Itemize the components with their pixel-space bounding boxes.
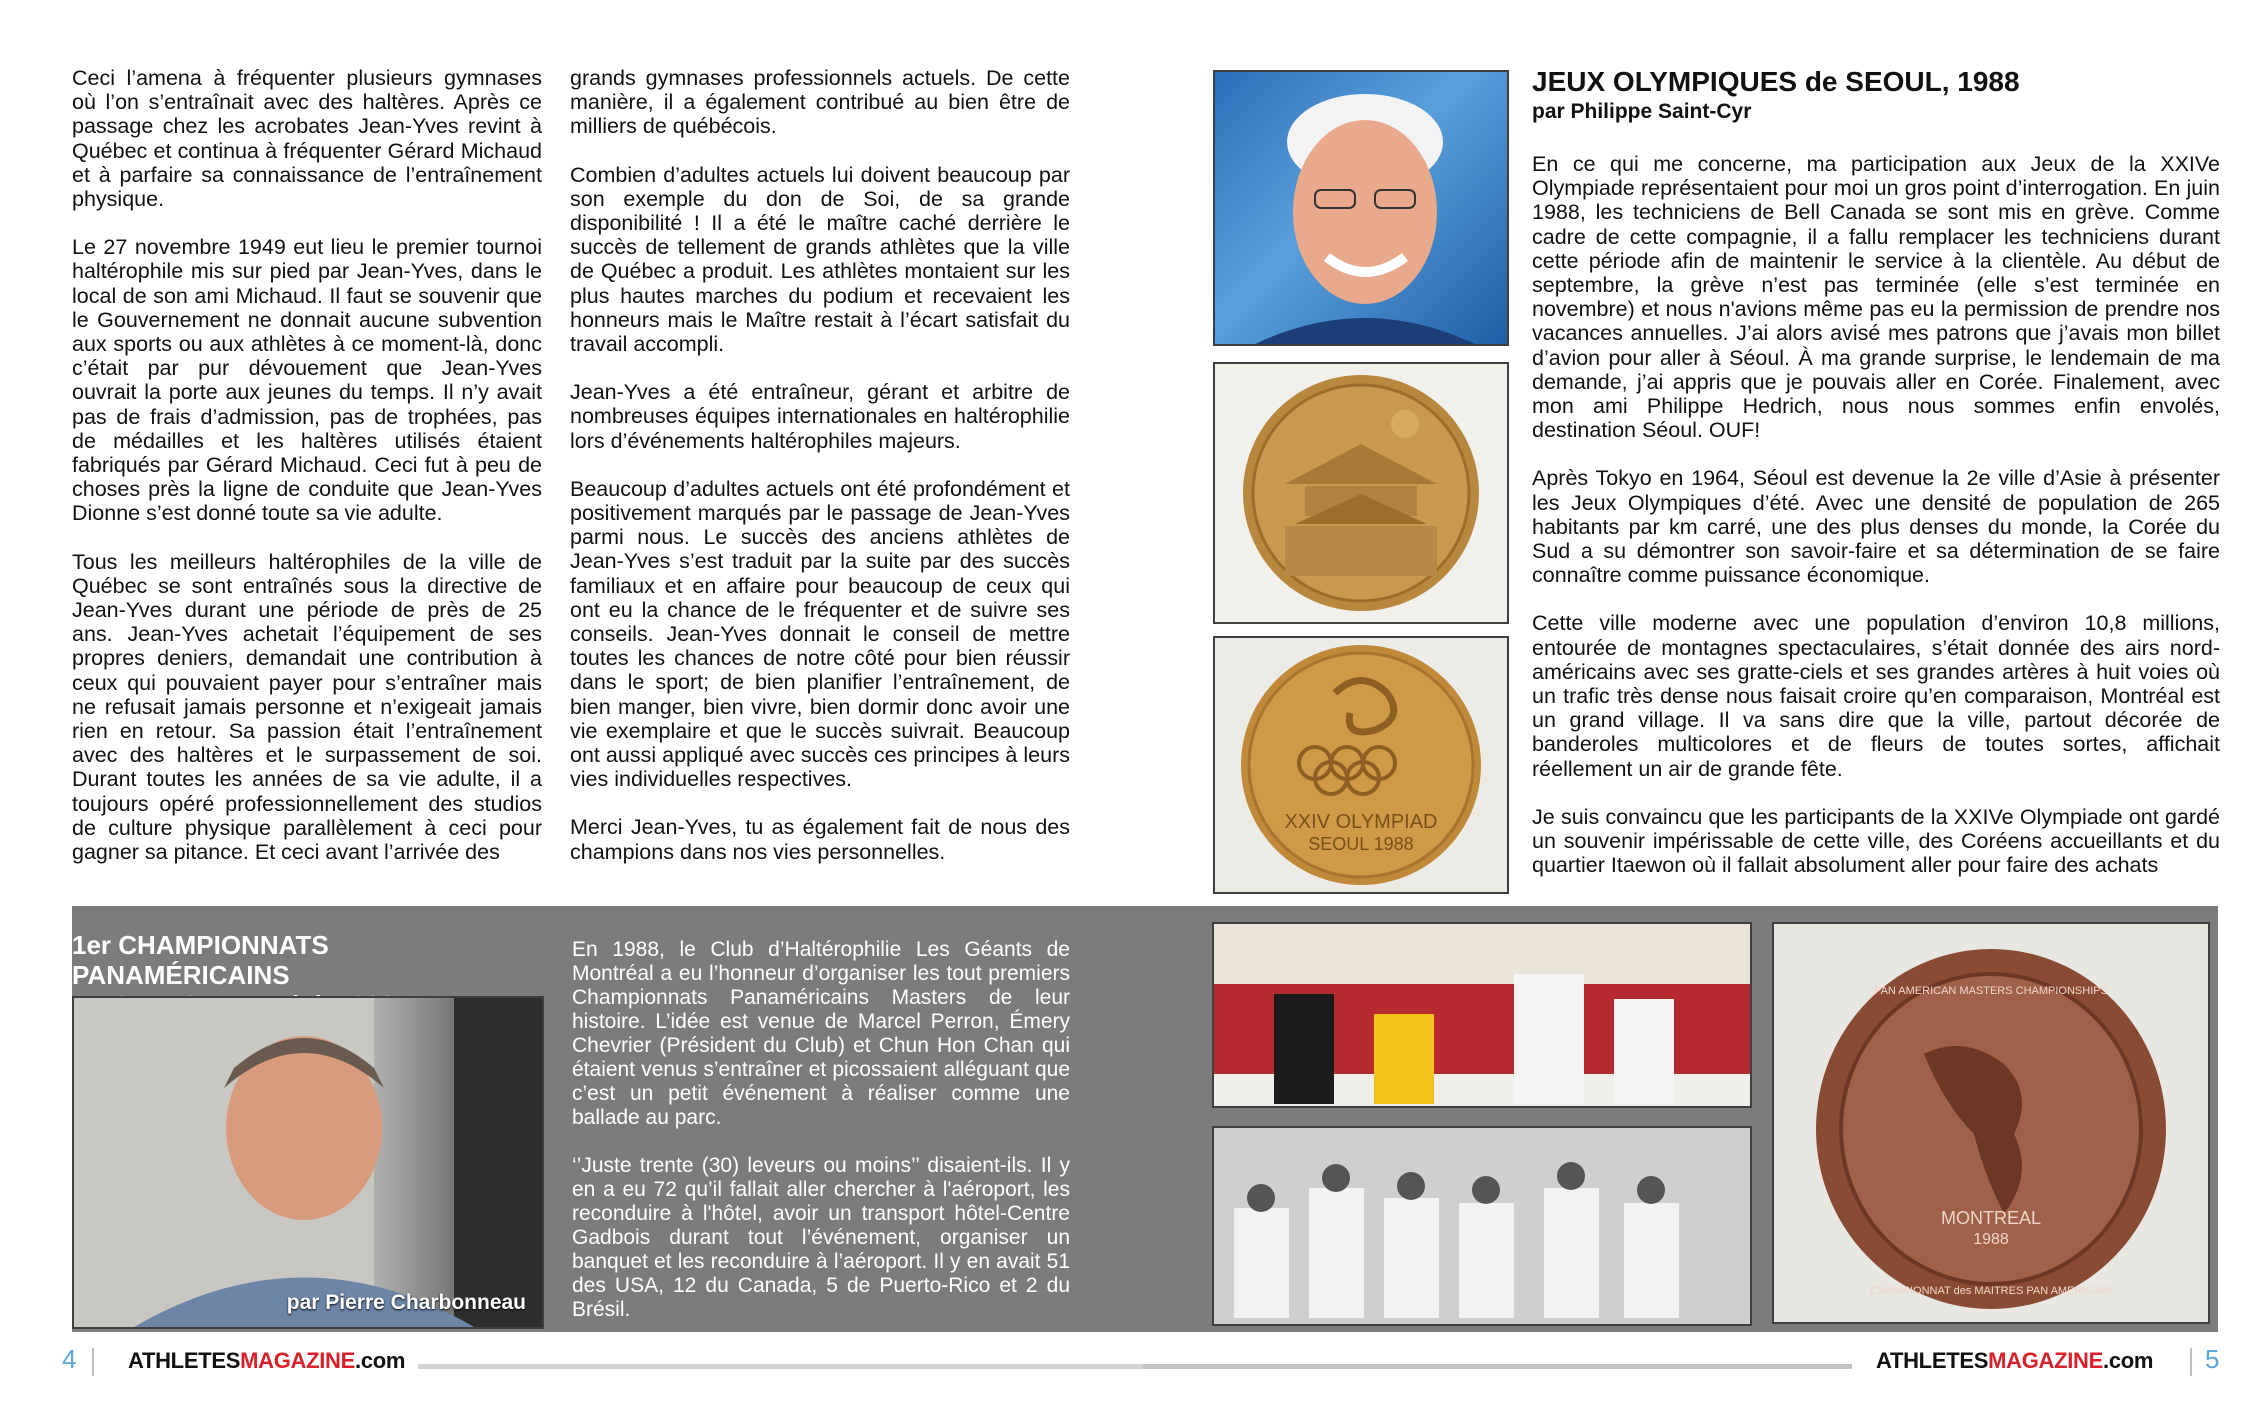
paragraph: Après Tokyo en 1964, Séoul est devenue la 2e ville d’Asie à présenter les Jeux Olympiques d’été. Avec une densité de population de 265 habitants par km carré, une des plus denses du monde, la Corée du Sud a su démontrer son savoir-faire et sa détermination de se faire connaître comme puissance économique. — [1532, 466, 2220, 588]
paragraph: Combien d’adultes actuels lui doivent beaucoup par son exemple du don de Soi, de sa grande disponibilité ! Il a été le maître caché derrière le succès de tellement de grands athlètes que la ville de Québec a produit. Les athlètes montaient sur les plus hautes marches du podium et recevaient les honneurs mais le Maître restait à l’écart satisfait du travail accompli. — [570, 162, 1070, 357]
photo-smiling-man — [1213, 70, 1509, 346]
medal-illustration — [1774, 924, 2208, 1322]
seoul-article — [1532, 66, 2220, 901]
photo-panamerican-medal — [1772, 922, 2210, 1324]
photo-medal-pagoda — [1213, 362, 1509, 624]
footer-rule — [1142, 1364, 1852, 1369]
logo-part: MAGAZINE — [240, 1348, 356, 1373]
group-illustration — [1214, 1128, 1750, 1324]
magazine-logo-left[interactable] — [128, 1348, 405, 1374]
article-column-2 — [570, 66, 1070, 888]
photo-pierre-charbonneau — [72, 996, 544, 1329]
paragraph: En ce qui me concerne, ma participation aux Jeux de la XXIVe Olympiade représentaient pour moi un gros point d’interrogation. En juin 1988, les techniciens de Bell Canada se sont mis en grève. Comme cadre de cette compagnie, il a fallu remplacer les techniciens durant cette période afin de maintenir le service à la clientèle. Au début de septembre, la grève n’est pas terminée (elle s’est terminée en novembre) et nous n'avions même pas eu la permission de prendre nos vacances annuelles. J’ai alors avisé mes patrons que j’avais mon billet d’avion pour aller à Séoul. À ma grande surprise, le lendemain de ma demande, j’ai appris que je pouvais aller en Corée. Finalement, avec mon ami Philippe Hedrich, nous nous sommes enfin envolés, destination Séoul. OUF! — [1532, 152, 2220, 443]
article-column-1 — [72, 66, 542, 888]
logo-part: .com — [2103, 1348, 2154, 1373]
paragraph: ‘’Juste trente (30) leveurs ou moins’’ disaient-ils. Il y en a eu 72 qu’il fallait aller chercher à l'aéroport, les reconduire à l'hôtel, avoir un transport hôtel-Centre Gadbois durant tout l’événement, organiser un banquet et les reconduire à l’aéroport. Il y en avait 51 des USA, 12 du Canada, 5 de Puerto-Rico et 2 du Brésil. — [572, 1154, 1070, 1321]
photo-byline: par Pierre Charbonneau — [286, 1291, 526, 1314]
paragraph: Beaucoup d’adultes actuels ont été profondément et positivement marqués par le passage de Jean-Yves parmi nous. Le succès des anciens athlètes de Jean-Yves s’est traduit par la suite par des succès familiaux et en affaire pour beaucoup de ceux qui ont eu la chance de le fréquenter et de suivre ses conseils. Jean-Yves donnait le conseil de mettre toutes les chances de notre côté pour bien réussir dans le sport; de bien planifier l’entraînement, de bien manger, bien vivre, bien dormir donc avoir une vie exemplaire et que le succès suivrait. Beaucoup ont aussi appliqué avec succès ces principes à leurs vies individuelles respectives. — [570, 476, 1070, 792]
paragraph: Le 27 novembre 1949 eut lieu le premier tournoi haltérophile mis sur pied par Jean-Yves, dans le local de son ami Michaud. Il faut se souvenir que le Gouvernement ne donnait aucune subvention aux sports ou aux athlètes à ce moment-là, donc c’était par pur dévouement que Jean-Yves ouvrait la porte aux jeunes du temps. Il n’y avait pas de frais d’admission, pas de trophées, pas de médailles et les haltères utilisés étaient fabriqués par Gérard Michaud. Ceci fut à peu de choses près la ligne de conduite que Jean-Yves Dionne s’est donné toute sa vie adulte. — [72, 235, 542, 526]
logo-part: MAGAZINE — [1988, 1348, 2104, 1373]
medal-text: CHAMPIONNAT des MAITRES PAN AMERICAIN — [1870, 1285, 2112, 1297]
logo-part: .com — [355, 1348, 406, 1373]
medal-illustration — [1215, 638, 1507, 892]
medal-text: SEOUL 1988 — [1308, 834, 1414, 854]
paragraph: Ceci l’amena à fréquenter plusieurs gymnases où l’on s’entraînait avec des haltères. Après ce passage chez les acrobates Jean-Yves revint à Québec et continua à fréquenter Gérard Michaud et à parfaire sa connaissance de l’entraînement physique. — [72, 66, 542, 212]
medal-text: XXIV OLYMPIAD — [1284, 811, 1438, 833]
logo-part: ATHLETES — [1876, 1348, 1989, 1373]
photo-athletes-bw — [1212, 1126, 1752, 1326]
photo-group-ceremony — [1212, 922, 1752, 1108]
paragraph: grands gymnases professionnels actuels. De cette manière, il a également contribué au bien être de milliers de québécois. — [570, 66, 1070, 139]
portrait-illustration — [74, 998, 542, 1327]
title-line: 1er CHAMPIONNATS PANAMÉRICAINS — [72, 930, 329, 990]
medal-text: MONTREAL — [1940, 1208, 2042, 1228]
paragraph: Jean-Yves a été entraîneur, gérant et arbitre de nombreuses équipes internationales en haltérophilie lors d’événements haltérophiles majeurs. — [570, 380, 1070, 453]
footer-divider — [92, 1348, 94, 1376]
medal-text: 1988 — [1973, 1231, 2009, 1248]
paragraph: Cette ville moderne avec une population d’environ 10,8 millions, entourée de montagnes spectaculaires, s’était donnée des airs nord-américains avec ses gratte-ciels et ses grandes artères à huit voies où un trafic très dense nous faisait croire qu’en comparaison, Montréal est un grand village. Il va sans dire que la ville, partout décorée de banderoles multicolores et de fleurs de toutes sortes, affichait réellement un air de grande fête. — [1532, 611, 2220, 781]
article-byline: par Philippe Saint-Cyr — [1532, 100, 1752, 123]
paragraph: Tous les meilleurs haltérophiles de la ville de Québec se sont entraînés sous la directive de Jean-Yves durant une période de près de 25 ans. Jean-Yves achetait l’équipement de ses propres deniers, demandait une contribution à ceux qui pouvaient payer pour s’entraîner mais ne refusait jamais personne et n’exigeait jamais rien en retour. Sa passion était l’entraînement avec des haltères et le surpassement de soi. Durant toutes les années de sa vie adulte, il a toujours opéré professionnellement des studios de culture physique parallèlement à ceci pour gagner sa pitance. Et ceci avant l’arrivée des — [72, 549, 542, 865]
page-number-left: 4 — [62, 1344, 77, 1374]
page-number-right: 5 — [2205, 1344, 2220, 1374]
portrait-illustration — [1215, 72, 1507, 344]
footer-rule — [418, 1364, 1142, 1369]
paragraph: En 1988, le Club d’Haltérophilie Les Géants de Montréal a eu l’honneur d’organiser les tout premiers Championnats Panaméricains Masters de leur histoire. L’idée est venue de Marcel Perron, Émery Chevrier (Président du Club) et Chun Hon Chan qui étaient venus s’entraîner et picossaient alléguant que c’est un petit événement à réaliser comme une ballade au parc. — [572, 938, 1070, 1129]
footer-divider — [2190, 1348, 2192, 1376]
magazine-logo-right[interactable] — [1876, 1348, 2153, 1374]
medal-text: PAN AMERICAN MASTERS CHAMPIONSHIPS — [1874, 985, 2108, 997]
medal-illustration — [1215, 364, 1507, 622]
photo-seoul-olympic-medal — [1213, 636, 1509, 894]
panamerican-article — [572, 938, 1070, 1346]
paragraph: Je suis convaincu que les participants de la XXIVe Olympiade ont gardé un souvenir impérissable de cette ville, des Coréens accueillants et du quartier Itaewon où il fallait absolument aller pour faire des achats — [1532, 804, 2220, 878]
paragraph: Merci Jean-Yves, tu as également fait de nous des champions dans nos vies personnelles. — [570, 815, 1070, 864]
article-title: JEUX OLYMPIQUES de SEOUL, 1988 — [1532, 66, 2020, 97]
group-illustration — [1214, 924, 1750, 1106]
logo-part: ATHLETES — [128, 1348, 241, 1373]
